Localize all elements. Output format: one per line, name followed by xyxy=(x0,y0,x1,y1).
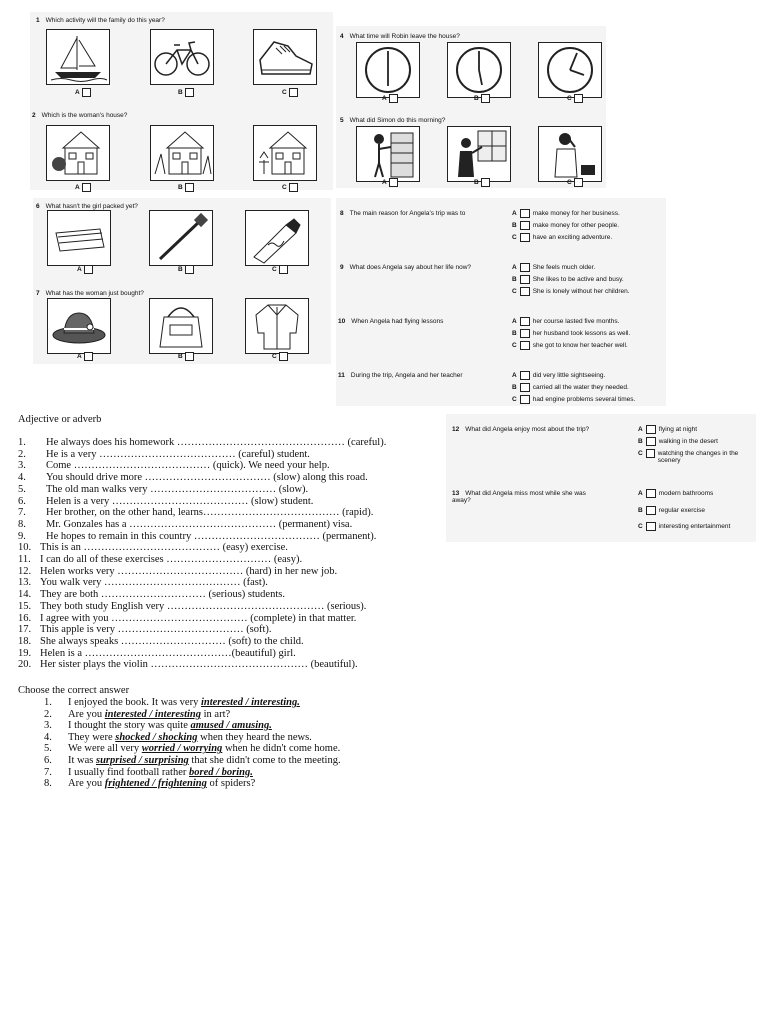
exercise-text[interactable]: Mr. Gonzales has a …………………………………… (permanent) visa. xyxy=(46,518,353,530)
choose-text: I enjoyed the book. It was very xyxy=(68,697,201,708)
exercise-number: 3. xyxy=(18,460,26,472)
exercise-number: 10. xyxy=(18,542,32,554)
q9-option-b[interactable]: B She likes to be active and busy. xyxy=(512,276,624,283)
exercise-text[interactable]: He hopes to remain in this country ……………………………… (permanent). xyxy=(46,530,377,542)
exercise-number: 11. xyxy=(18,554,31,565)
exercise-item xyxy=(18,496,313,507)
q7-option-a-image xyxy=(47,298,111,354)
q4-option-b[interactable]: B xyxy=(474,94,490,103)
q4-option-c-image xyxy=(538,42,602,98)
question-7: 7 What has the woman just bought? xyxy=(36,290,144,297)
exercise-item xyxy=(18,507,373,518)
answer-choice[interactable]: bored / boring. xyxy=(189,766,253,778)
exercise-text[interactable]: Her sister plays the violin ……………………………………… (beautiful). xyxy=(40,659,358,671)
exercise-number: 19. xyxy=(18,647,32,659)
q7-option-c-image xyxy=(245,298,309,354)
choose-item xyxy=(44,697,300,708)
choose-text: It was xyxy=(68,755,96,766)
q5-option-a[interactable]: A xyxy=(382,178,398,187)
q9-option-c[interactable]: C She is lonely without her children. xyxy=(512,288,630,295)
q12-option-b[interactable]: B walking in the desert xyxy=(638,438,718,445)
q1-option-c-image xyxy=(253,29,317,85)
q6-option-a-image xyxy=(47,210,111,266)
choose-number: 7. xyxy=(44,766,52,778)
exercise-item xyxy=(18,449,310,460)
exercise-number: 17. xyxy=(18,624,32,636)
exercise-text[interactable]: She always speaks ………………………… (soft) to the child. xyxy=(40,635,304,647)
q1-option-c[interactable]: C xyxy=(282,88,298,97)
choose-text: They were xyxy=(68,731,116,743)
q1-option-a[interactable]: A xyxy=(75,88,91,97)
exercise-text[interactable]: Helen is a ……………………………………(beautiful) girl. xyxy=(40,647,296,659)
choose-text-end: when he didn't come home. xyxy=(222,743,341,755)
q6-option-c-image xyxy=(245,210,309,266)
q11-option-b[interactable]: B carried all the water they needed. xyxy=(512,384,629,391)
exercise-item xyxy=(18,659,358,670)
question-9: 9 What does Angela say about her life now? xyxy=(340,264,472,271)
exercise-item xyxy=(18,542,288,553)
choose-number: 3. xyxy=(44,720,52,732)
exercise-text[interactable]: Come ………………………………… (quick). We need your help. xyxy=(46,460,330,472)
exercise-number: 16. xyxy=(18,612,32,624)
exercise-item xyxy=(18,519,352,530)
choose-text: Are you xyxy=(68,778,105,790)
q7-option-a[interactable]: A xyxy=(77,352,93,361)
q4-option-c[interactable]: C xyxy=(567,94,583,103)
exercise-number: 12. xyxy=(18,565,32,577)
q1-option-a-image xyxy=(46,29,110,85)
choose-number: 4. xyxy=(44,731,52,743)
q10-option-a[interactable]: A her course lasted five months. xyxy=(512,318,620,325)
exercise-text[interactable]: Helen is a very ………………………………… (slow) student. xyxy=(46,495,314,507)
house-icon xyxy=(151,126,213,180)
exercise-text[interactable]: The old man walks very ……………………………… (slow). xyxy=(46,483,309,495)
choose-number: 2. xyxy=(44,708,52,720)
question-5: 5 What did Simon do this morning? xyxy=(340,117,446,124)
exercise-item xyxy=(18,460,330,471)
choose-item xyxy=(44,709,230,720)
question-8: 8 The main reason for Angela's trip was to xyxy=(340,210,466,217)
q6-option-a[interactable]: A xyxy=(77,265,93,274)
q8-option-c[interactable]: C have an exciting adventure. xyxy=(512,234,613,241)
exercise-item xyxy=(18,437,386,448)
exercise-number: 14. xyxy=(18,589,32,601)
adjective-adverb-title: Adjective or adverb xyxy=(18,414,102,425)
answer-choice[interactable]: amused / amusing. xyxy=(190,720,272,732)
exercise-number: 18. xyxy=(18,635,32,647)
q2-option-b[interactable]: B xyxy=(178,183,194,192)
q8-option-b[interactable]: B make money for other people. xyxy=(512,222,620,229)
q13-option-c[interactable]: C interesting entertainment xyxy=(638,523,731,530)
exercise-number: 4. xyxy=(18,472,26,484)
answer-choice[interactable]: worried / worrying xyxy=(141,743,223,755)
choose-text-end: of spiders? xyxy=(206,778,256,790)
person-shelf-icon xyxy=(357,127,419,181)
q12-option-c[interactable]: C watching the changes in the scenery xyxy=(638,450,739,464)
exercise-text[interactable]: They both study English very ……………………………………… (serious). xyxy=(40,600,367,612)
q2-option-a[interactable]: A xyxy=(75,183,91,192)
question-4: 4 What time will Robin leave the house? xyxy=(340,33,460,40)
q2-option-b-image xyxy=(150,125,214,181)
choose-text-end: in art? xyxy=(201,708,231,720)
q6-option-c[interactable]: C xyxy=(272,265,288,274)
exercise-number: 13. xyxy=(18,577,32,589)
exercise-item xyxy=(18,554,302,565)
q10-option-c[interactable]: C she got to know her teacher well. xyxy=(512,342,628,349)
q11-option-c[interactable]: C had engine problems several times. xyxy=(512,396,636,403)
answer-choice[interactable]: shocked / shocking xyxy=(115,731,198,743)
q9-option-a[interactable]: A She feels much older. xyxy=(512,264,596,271)
hat-icon xyxy=(48,299,110,353)
sailboat-icon xyxy=(47,30,109,84)
exercise-number: 2. xyxy=(18,448,26,460)
exercise-number: 8. xyxy=(18,518,26,530)
choose-text: I thought the story was quite xyxy=(68,720,191,732)
exercise-number: 6. xyxy=(18,495,26,507)
q5-option-b[interactable]: B xyxy=(474,178,490,187)
exercise-text[interactable]: You walk very ………………………………… (fast). xyxy=(40,577,268,589)
answer-choice[interactable]: interested / interesting xyxy=(104,708,202,720)
q12-option-a[interactable]: A flying at night xyxy=(638,426,698,433)
q2-option-c-image xyxy=(253,125,317,181)
exercise-text[interactable]: You should drive more ……………………………… (slow) along this road. xyxy=(46,472,368,484)
exercise-item xyxy=(18,648,296,659)
q4-option-a-image xyxy=(356,42,420,98)
question-10: 10 When Angela had flying lessons xyxy=(338,318,444,325)
exercise-item xyxy=(18,577,268,588)
person-window-icon xyxy=(448,127,510,181)
q13-option-a[interactable]: A modern bathrooms xyxy=(638,490,714,497)
exercise-text[interactable]: He is a very ………………………………… (careful) student. xyxy=(46,448,310,460)
exercise-item xyxy=(18,636,304,647)
question-11: 11 During the trip, Angela and her teacher xyxy=(338,372,463,379)
choose-answer-title: Choose the correct answer xyxy=(18,685,130,696)
house-icon xyxy=(254,126,316,180)
exercise-item xyxy=(18,531,376,542)
choose-number: 6. xyxy=(44,755,52,766)
house-icon xyxy=(47,126,109,180)
q13-option-b[interactable]: B regular exercise xyxy=(638,507,705,514)
q2-option-c[interactable]: C xyxy=(282,183,298,192)
person-phone-icon xyxy=(539,127,601,181)
q5-option-c-image xyxy=(538,126,602,182)
exercise-item xyxy=(18,624,272,635)
q7-option-b-image xyxy=(149,298,213,354)
q6-option-b-image xyxy=(149,210,213,266)
exercise-text[interactable]: This is an ………………………………… (easy) exercise. xyxy=(40,542,288,554)
exercise-text[interactable]: Her brother, on the other hand, learns………………………………… (rapid). xyxy=(46,507,374,519)
clock-icon xyxy=(357,43,419,97)
choose-item xyxy=(44,767,253,778)
question-12: 12 What did Angela enjoy most about the trip? xyxy=(452,426,590,433)
exercise-text[interactable]: They are both ………………………… (serious) students. xyxy=(40,589,285,601)
choose-number: 1. xyxy=(44,697,52,708)
exercise-number: 5. xyxy=(18,483,26,495)
question-6: 6 What hasn't the girl packed yet? xyxy=(36,203,138,210)
choose-item xyxy=(44,732,312,743)
exercise-number: 7. xyxy=(18,507,26,519)
jacket-icon xyxy=(246,299,308,353)
exercise-item xyxy=(18,613,356,624)
choose-text: Are you xyxy=(68,708,105,720)
exercise-text[interactable]: He always does his homework ………………………………………… (careful). xyxy=(46,437,387,448)
choose-item xyxy=(44,743,340,754)
choose-text-end: that she didn't come to the meeting. xyxy=(188,755,341,766)
exercise-text[interactable]: Helen works very ……………………………… (hard) in her new job. xyxy=(40,565,338,577)
exercise-item xyxy=(18,601,366,612)
bag-icon xyxy=(150,299,212,353)
q4-option-b-image xyxy=(447,42,511,98)
sneaker-icon xyxy=(254,30,316,84)
answer-choice[interactable]: interested / interesting. xyxy=(200,697,300,708)
exercise-number: 15. xyxy=(18,600,32,612)
q8-option-a[interactable]: A make money for her business. xyxy=(512,210,620,217)
q11-option-a[interactable]: A did very little sightseeing. xyxy=(512,372,606,379)
question-1: 1 Which activity will the family do this year? xyxy=(36,17,165,24)
answer-choice[interactable]: surprised / surprising xyxy=(96,755,189,766)
q5-option-b-image xyxy=(447,126,511,182)
exercise-text[interactable]: This apple is very ……………………………… (soft). xyxy=(40,624,272,636)
exercise-item xyxy=(18,589,285,600)
exercise-item xyxy=(18,472,368,483)
choose-item xyxy=(44,720,272,731)
choose-text: I usually find football rather xyxy=(68,766,190,778)
exercise-text[interactable]: I agree with you ………………………………… (complete) in that matter. xyxy=(40,612,357,624)
choose-item xyxy=(44,755,341,766)
q1-option-b[interactable]: B xyxy=(178,88,194,97)
exercise-number: 9. xyxy=(18,530,26,542)
q10-option-b[interactable]: B her husband took lessons as well. xyxy=(512,330,631,337)
clock-icon xyxy=(539,43,601,97)
choose-number: 8. xyxy=(44,778,52,790)
bicycle-icon xyxy=(151,30,213,84)
q5-option-c[interactable]: C xyxy=(567,178,583,187)
choose-text: We were all very xyxy=(68,743,142,755)
choose-number: 5. xyxy=(44,743,52,755)
question-2: 2 Which is the woman's house? xyxy=(32,112,128,119)
q1-option-b-image xyxy=(150,29,214,85)
choose-text-end: when they heard the news. xyxy=(197,731,312,743)
clock-icon xyxy=(448,43,510,97)
q7-option-b[interactable]: B xyxy=(178,352,194,361)
exercise-number: 1. xyxy=(18,437,26,448)
q4-option-a[interactable]: A xyxy=(382,94,398,103)
exercise-number: 20. xyxy=(18,659,32,671)
q7-option-c[interactable]: C xyxy=(272,352,288,361)
choose-item xyxy=(44,778,255,789)
exercise-item xyxy=(18,566,337,577)
toothpaste-icon xyxy=(246,211,308,265)
exercise-text[interactable]: I can do all of these exercises ………………………… (easy). xyxy=(40,554,303,565)
answer-choice[interactable]: frightened / frightening xyxy=(104,778,207,790)
q2-option-a-image xyxy=(46,125,110,181)
question-13: 13 What did Angela miss most while she was away? xyxy=(452,490,586,504)
toothbrush-icon xyxy=(150,211,212,265)
towel-icon xyxy=(48,211,110,265)
exercise-item xyxy=(18,484,308,495)
q5-option-a-image xyxy=(356,126,420,182)
q6-option-b[interactable]: B xyxy=(178,265,194,274)
